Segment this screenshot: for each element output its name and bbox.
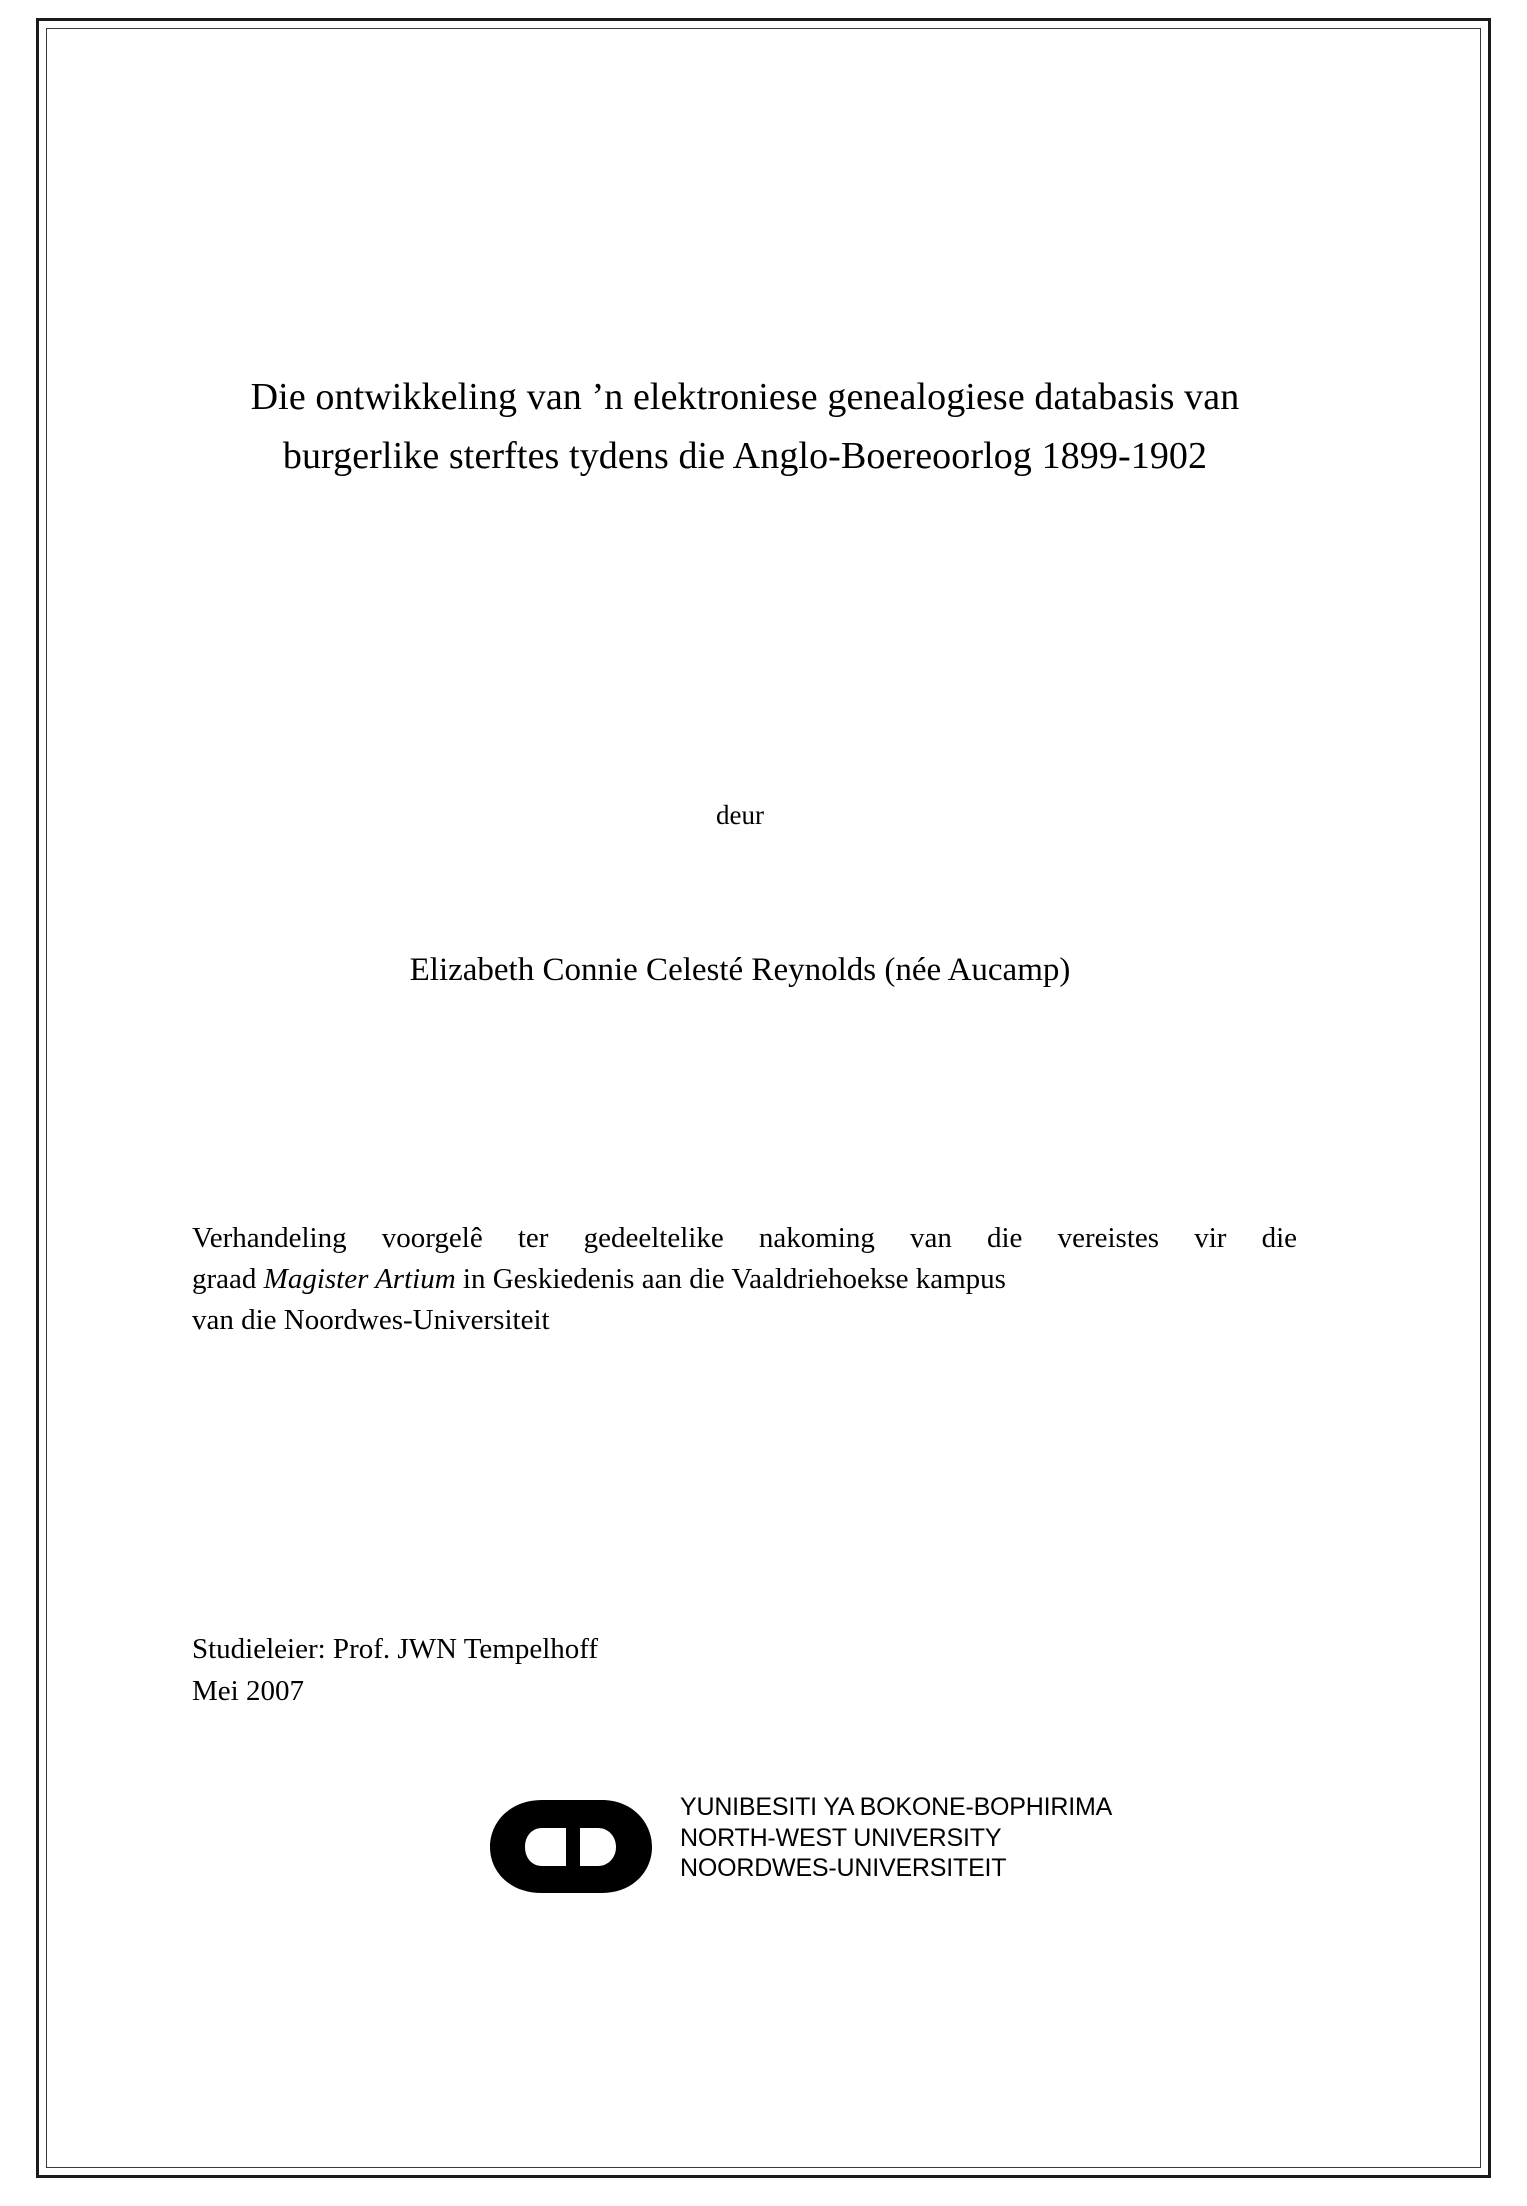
submission-date: Mei 2007	[192, 1675, 304, 1708]
logo-text-line-2: NORTH-WEST UNIVERSITY	[680, 1823, 1002, 1852]
statement-line-2-post: in Geskiedenis aan die Vaaldriehoekse kampus	[455, 1263, 1006, 1296]
supervisor-block	[192, 1628, 1092, 1712]
title-line-1: Die ontwikkeling van ’n elektroniese genealogiese databasis van	[250, 376, 1240, 418]
logo-text-line-3: NOORDWES-UNIVERSITEIT	[680, 1854, 1007, 1882]
title-line-2: burgerlike sterftes tydens die Anglo-Boereoorlog 1899-1902	[282, 434, 1208, 477]
statement-line-2	[192, 1259, 1297, 1300]
statement-line-2-pre: graad	[192, 1263, 264, 1296]
page-content	[150, 0, 1330, 2206]
supervisor-name: Studieleier: Prof. JWN Tempelhoff	[192, 1633, 599, 1665]
statement-line-1: Verhandeling voorgelê ter gedeeltelike nakoming van die vereistes vir die	[192, 1222, 1297, 1254]
author-name: Elizabeth Connie Celesté Reynolds (née Aucamp)	[409, 952, 1071, 988]
page-title	[180, 368, 1310, 486]
degree-name: Magister Artium	[263, 1263, 456, 1296]
logo-text-line-1: YUNIBESITI YA BOKONE-BOPHIRIMA	[680, 1793, 1113, 1821]
by-label: deur	[716, 800, 764, 830]
statement-line-3: van die Noordwes-Universiteit	[192, 1304, 550, 1337]
nwu-logo-icon	[480, 1794, 670, 1899]
university-logo	[480, 1788, 1200, 1908]
logo-text	[680, 1792, 1112, 1884]
degree-statement	[192, 1218, 1297, 1342]
